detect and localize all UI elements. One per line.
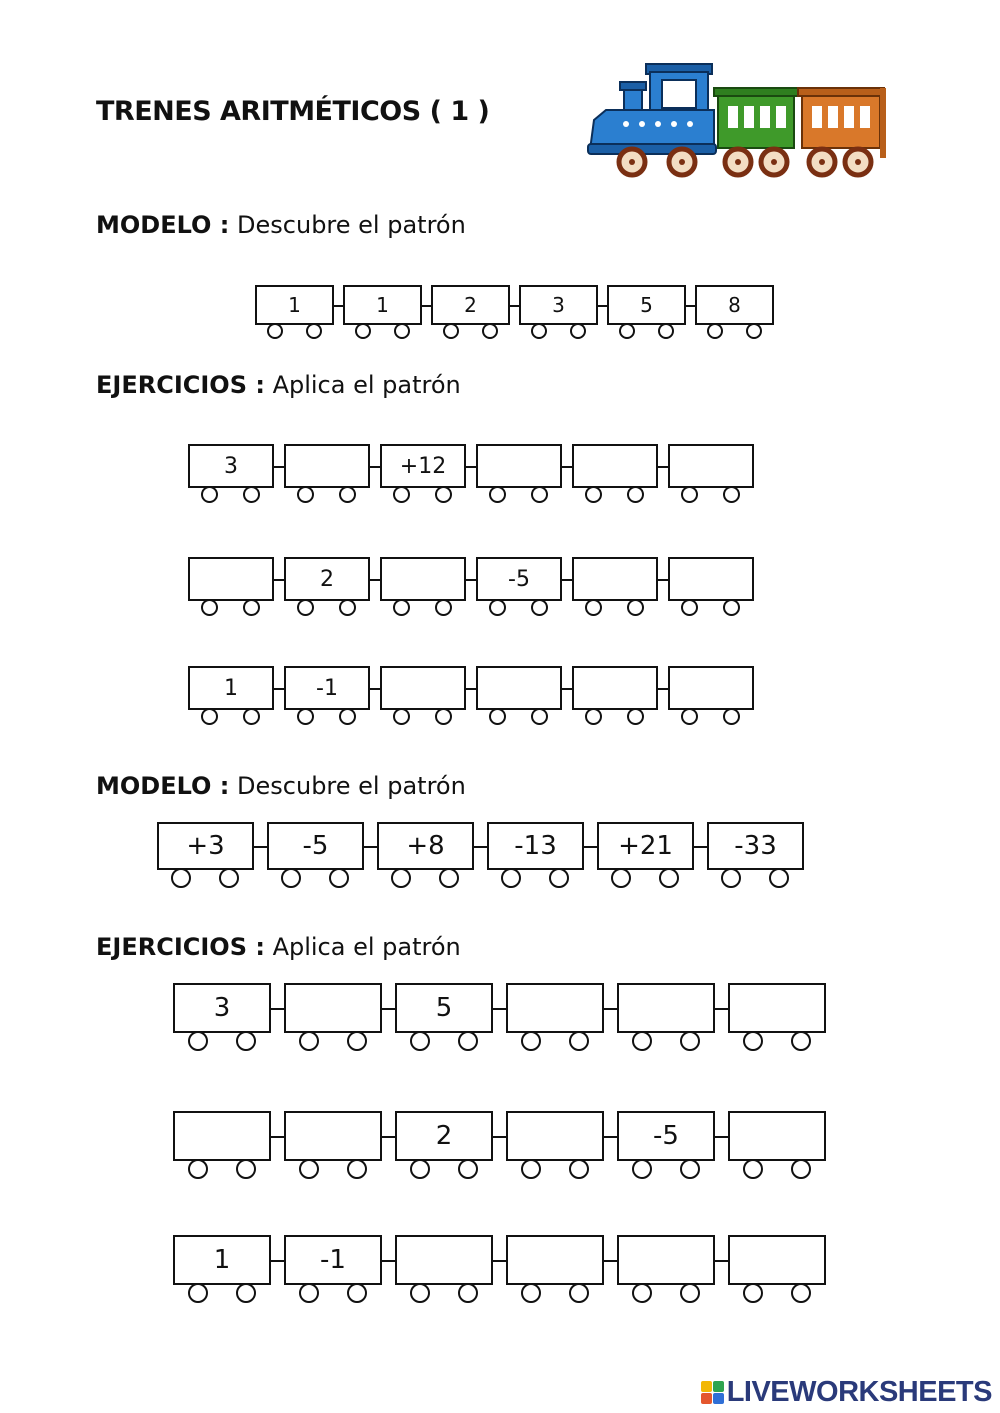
- wheel-icon: [299, 1283, 319, 1303]
- train-car: -5: [617, 1111, 715, 1161]
- train-coupler: [562, 688, 572, 690]
- train-coupler: [466, 466, 476, 468]
- train-car: 3: [188, 444, 274, 488]
- wheel-icon: [531, 599, 548, 616]
- wheel-icon: [458, 1031, 478, 1051]
- wheel-icon: [458, 1159, 478, 1179]
- wheel-icon: [658, 323, 674, 339]
- train-coupler: [466, 688, 476, 690]
- train-car: +21: [597, 822, 694, 870]
- train-car: 1: [188, 666, 274, 710]
- wheel-icon: [188, 1283, 208, 1303]
- train-coupler: [466, 579, 476, 581]
- liveworksheets-logo-icon: [701, 1381, 724, 1404]
- train-coupler: [271, 1260, 284, 1262]
- wheel-icon: [746, 323, 762, 339]
- train-car: 3: [173, 983, 271, 1033]
- train-car: 1: [173, 1235, 271, 1285]
- train-car-blank[interactable]: [506, 1235, 604, 1285]
- wheel-icon: [791, 1283, 811, 1303]
- wheel-icon: [339, 708, 356, 725]
- train-car: 8: [695, 285, 774, 325]
- wheel-icon: [339, 486, 356, 503]
- train-coupler: [474, 846, 487, 848]
- train-coupler: [493, 1008, 506, 1010]
- wheel-icon: [347, 1159, 367, 1179]
- train-coupler: [382, 1008, 395, 1010]
- wheel-icon: [627, 708, 644, 725]
- wheel-icon: [443, 323, 459, 339]
- section-label-model-2: MODELO : Descubre el patrón: [96, 772, 466, 800]
- train-car: -1: [284, 666, 370, 710]
- wheel-icon: [501, 868, 521, 888]
- train-coupler: [562, 466, 572, 468]
- wheel-icon: [347, 1283, 367, 1303]
- train-coupler: [658, 688, 668, 690]
- wheel-icon: [297, 708, 314, 725]
- wheel-icon: [549, 868, 569, 888]
- wheel-icon: [769, 868, 789, 888]
- train-coupler: [715, 1008, 728, 1010]
- wheel-icon: [219, 868, 239, 888]
- train-illustration: [586, 58, 890, 186]
- train-coupler: [658, 579, 668, 581]
- wheel-icon: [680, 1283, 700, 1303]
- page-title: TRENES ARITMÉTICOS ( 1 ): [96, 96, 490, 127]
- wheel-icon: [201, 486, 218, 503]
- train-car: 2: [284, 557, 370, 601]
- wheel-icon: [521, 1283, 541, 1303]
- train-car: 3: [519, 285, 598, 325]
- wheel-icon: [299, 1159, 319, 1179]
- train-car: +3: [157, 822, 254, 870]
- wheel-icon: [723, 486, 740, 503]
- train-car-blank[interactable]: [572, 444, 658, 488]
- train-coupler: [274, 688, 284, 690]
- train-car-blank[interactable]: [284, 444, 370, 488]
- train-car: -5: [267, 822, 364, 870]
- train-car-blank[interactable]: [506, 983, 604, 1033]
- train-car: -33: [707, 822, 804, 870]
- wheel-icon: [743, 1031, 763, 1051]
- train-coupler: [598, 305, 607, 307]
- train-car-blank[interactable]: [380, 666, 466, 710]
- train-coupler: [370, 466, 380, 468]
- wheel-icon: [791, 1159, 811, 1179]
- train-coupler: [364, 846, 377, 848]
- train-car-blank[interactable]: [284, 1111, 382, 1161]
- wheel-icon: [435, 599, 452, 616]
- train-coupler: [271, 1008, 284, 1010]
- wheel-icon: [458, 1283, 478, 1303]
- wheel-icon: [627, 486, 644, 503]
- wheel-icon: [743, 1283, 763, 1303]
- wheel-icon: [489, 708, 506, 725]
- train-car: -5: [476, 557, 562, 601]
- train-coupler: [510, 305, 519, 307]
- train-car-blank[interactable]: [728, 1111, 826, 1161]
- train-coupler: [382, 1260, 395, 1262]
- train-car-blank[interactable]: [617, 983, 715, 1033]
- wheel-icon: [236, 1283, 256, 1303]
- wheel-icon: [627, 599, 644, 616]
- orange-wagon-icon: [798, 88, 886, 158]
- train-car-blank[interactable]: [728, 1235, 826, 1285]
- wheel-icon: [489, 486, 506, 503]
- train-car: 1: [255, 285, 334, 325]
- train-coupler: [493, 1260, 506, 1262]
- wheel-icon: [243, 599, 260, 616]
- wheel-icon: [723, 708, 740, 725]
- section-label-exercises-1: EJERCICIOS : Aplica el patrón: [96, 371, 461, 399]
- wheel-icon: [632, 1283, 652, 1303]
- train-car-blank[interactable]: [380, 557, 466, 601]
- train-car-blank[interactable]: [668, 666, 754, 710]
- train-car: -1: [284, 1235, 382, 1285]
- train-car-blank[interactable]: [668, 444, 754, 488]
- train-car: 2: [431, 285, 510, 325]
- train-coupler: [562, 579, 572, 581]
- wheel-icon: [632, 1031, 652, 1051]
- wheel-icon: [680, 1031, 700, 1051]
- wheel-icon: [201, 708, 218, 725]
- train-car-blank[interactable]: [668, 557, 754, 601]
- section-label-exercises-2: EJERCICIOS : Aplica el patrón: [96, 933, 461, 961]
- train-coupler: [658, 466, 668, 468]
- train-car: +12: [380, 444, 466, 488]
- wheel-icon: [391, 868, 411, 888]
- wheel-icon: [339, 599, 356, 616]
- train-coupler: [584, 846, 597, 848]
- train-car-blank[interactable]: [617, 1235, 715, 1285]
- train-coupler: [694, 846, 707, 848]
- train-coupler: [254, 846, 267, 848]
- train-coupler: [686, 305, 695, 307]
- train-coupler: [382, 1136, 395, 1138]
- wheel-icon: [236, 1031, 256, 1051]
- wheel-icon: [721, 868, 741, 888]
- train-car-blank[interactable]: [476, 666, 562, 710]
- train-car-blank[interactable]: [572, 666, 658, 710]
- wheel-icon: [188, 1159, 208, 1179]
- wheel-icon: [569, 1283, 589, 1303]
- wheel-icon: [435, 708, 452, 725]
- wheel-icon: [439, 868, 459, 888]
- wheel-icon: [743, 1159, 763, 1179]
- wheel-icon: [680, 1159, 700, 1179]
- wheel-icon: [659, 868, 679, 888]
- wheel-icon: [531, 323, 547, 339]
- train-coupler: [274, 579, 284, 581]
- wheel-icon: [482, 323, 498, 339]
- wheel-icon: [521, 1031, 541, 1051]
- wheel-icon: [393, 708, 410, 725]
- train-coupler: [604, 1136, 617, 1138]
- wheel-icon: [435, 486, 452, 503]
- train-coupler: [370, 579, 380, 581]
- wheel-icon: [531, 708, 548, 725]
- train-car: 5: [395, 983, 493, 1033]
- wheel-icon: [281, 868, 301, 888]
- wheel-icon: [393, 599, 410, 616]
- wheel-icon: [299, 1031, 319, 1051]
- train-car-blank[interactable]: [188, 557, 274, 601]
- train-coupler: [493, 1136, 506, 1138]
- wheel-icon: [347, 1031, 367, 1051]
- footer-logo: LIVEWORKSHEETS: [701, 1376, 992, 1409]
- wheel-icon: [410, 1159, 430, 1179]
- wheel-icon: [394, 323, 410, 339]
- wheel-icon: [531, 486, 548, 503]
- wheel-icon: [355, 323, 371, 339]
- train-car: 2: [395, 1111, 493, 1161]
- wheel-icon: [297, 599, 314, 616]
- wheel-icon: [329, 868, 349, 888]
- wheel-icon: [267, 323, 283, 339]
- train-car-blank[interactable]: [728, 983, 826, 1033]
- green-wagon-icon: [714, 88, 798, 148]
- wheel-icon: [569, 1031, 589, 1051]
- locomotive-icon: [588, 64, 716, 154]
- wheel-icon: [521, 1159, 541, 1179]
- train-coupler: [715, 1260, 728, 1262]
- train-car-blank[interactable]: [173, 1111, 271, 1161]
- wheel-icon: [585, 599, 602, 616]
- train-coupler: [271, 1136, 284, 1138]
- train-coupler: [604, 1260, 617, 1262]
- wheel-icon: [306, 323, 322, 339]
- wheel-icon: [410, 1031, 430, 1051]
- wheel-icon: [171, 868, 191, 888]
- train-coupler: [274, 466, 284, 468]
- wheel-icon: [243, 708, 260, 725]
- train-car-blank[interactable]: [572, 557, 658, 601]
- train-coupler: [422, 305, 431, 307]
- wheel-icon: [410, 1283, 430, 1303]
- train-car: +8: [377, 822, 474, 870]
- section-label-model-1: MODELO : Descubre el patrón: [96, 211, 466, 239]
- wheel-icon: [707, 323, 723, 339]
- wheel-icon: [236, 1159, 256, 1179]
- wheel-icon: [393, 486, 410, 503]
- wheel-icon: [201, 599, 218, 616]
- wheel-icon: [723, 599, 740, 616]
- wheel-icon: [570, 323, 586, 339]
- train-car: -13: [487, 822, 584, 870]
- wheel-icon: [297, 486, 314, 503]
- wheel-icon: [681, 599, 698, 616]
- train-car: 5: [607, 285, 686, 325]
- wheel-icon: [791, 1031, 811, 1051]
- train-coupler: [604, 1008, 617, 1010]
- train-car-blank[interactable]: [476, 444, 562, 488]
- train-car: 1: [343, 285, 422, 325]
- train-car-blank[interactable]: [395, 1235, 493, 1285]
- wheel-icon: [632, 1159, 652, 1179]
- train-car-blank[interactable]: [506, 1111, 604, 1161]
- wheel-icon: [489, 599, 506, 616]
- wheel-icon: [585, 708, 602, 725]
- train-coupler: [334, 305, 343, 307]
- wheel-icon: [569, 1159, 589, 1179]
- wheel-icon: [619, 323, 635, 339]
- wheel-icon: [681, 708, 698, 725]
- wheel-icon: [188, 1031, 208, 1051]
- train-coupler: [370, 688, 380, 690]
- wheel-icon: [611, 868, 631, 888]
- train-coupler: [715, 1136, 728, 1138]
- train-car-blank[interactable]: [284, 983, 382, 1033]
- wheel-icon: [585, 486, 602, 503]
- wheel-icon: [681, 486, 698, 503]
- wheel-icon: [243, 486, 260, 503]
